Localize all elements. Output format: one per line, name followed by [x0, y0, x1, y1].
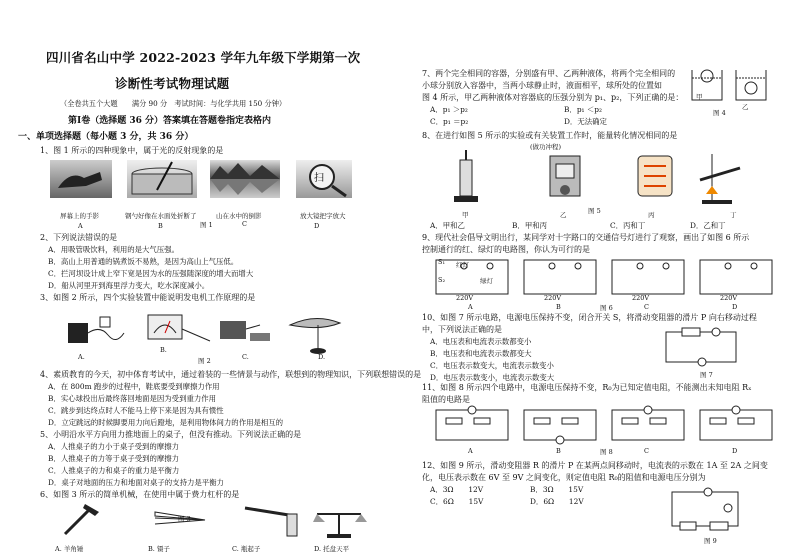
q2-option-a: A．用吸管吸饮料，利用的是大气压强。	[48, 245, 179, 254]
q8-option-a: A．甲和乙	[430, 221, 465, 230]
q10-option-a: A．电压表和电流表示数都变小	[430, 337, 532, 346]
q12-option-d: D．6Ω 12V	[530, 497, 584, 506]
q5-option-b: B．人推桌子的力等于桌子受到的摩擦力	[48, 454, 180, 463]
q8-stem: 8、在进行如图 5 所示的实验或有关装置工作时，能量转化情况相同的是	[422, 131, 678, 140]
q1-letter-c: C	[242, 220, 247, 228]
q6-stem: 6、如图 3 所示的简单机械，在使用中属于费力杠杆的是	[40, 490, 240, 499]
q11-letter-a: A	[468, 447, 473, 455]
q8-label-bing: 丙	[648, 211, 655, 219]
q9-voltage-a: 220V	[456, 294, 474, 302]
q8-label-top: (做功冲程)	[530, 143, 562, 151]
q9-fig-label: 图 6	[600, 304, 613, 312]
q3-letter-c: C.	[242, 353, 249, 361]
q1-caption-d: 放大镜把字放大	[300, 212, 346, 220]
q12-option-c: C．6Ω 15V	[430, 497, 484, 506]
q9-lamp-green: 绿灯	[480, 277, 493, 285]
q11-fig-label: 图 8	[600, 448, 613, 456]
q10-option-c: C．电压表示数变大，电流表示数变小	[430, 361, 554, 370]
q3-letter-a: A.	[78, 353, 85, 361]
q1-photo-a	[50, 160, 112, 198]
q3-letter-d: D.	[318, 353, 326, 361]
q1-caption-a: 屏幕上的手影	[60, 212, 99, 220]
q8-option-b: B．甲和丙	[512, 221, 547, 230]
q10-stem-line1: 10、如图 7 所示电路，电源电压保持不变，闭合开关 S，将滑动变阻器的滑片 P 向右移动过程	[422, 313, 757, 322]
section1-heading: 一、单项选择题（每小题 3 分，共 36 分）	[18, 132, 194, 142]
q1-fig-label: 图 1	[200, 221, 213, 229]
q3-letter-b: B.	[160, 346, 167, 354]
q9-letter-c: C	[644, 303, 649, 311]
q8-option-c: C．丙和丁	[610, 221, 646, 230]
q4-option-b: B．实心球投出后最终落回地面是因为受到重力作用	[48, 394, 217, 403]
q9-letter-d: D	[732, 303, 738, 311]
q12-fig-label: 图 9	[704, 537, 717, 545]
q8-label-yi: 乙	[560, 211, 567, 219]
q3-fig-label: 图 2	[198, 357, 211, 365]
q1-photo-d	[296, 160, 352, 198]
q10-fig-label: 图 7	[700, 371, 713, 379]
q1-photo-c	[210, 160, 280, 198]
q7-label-jia: 甲	[696, 93, 703, 101]
q9-voltage-b: 220V	[544, 294, 562, 302]
q2-stem: 2、下列说法错误的是	[40, 233, 118, 242]
q9-voltage-d: 220V	[720, 294, 738, 302]
q1-letter-b: B	[158, 222, 163, 230]
q11-stem-line1: 11、如图 8 所示四个电路中，电源电压保持不变，R₀为已知定值电阻，不能测出未知电阻 Rₓ	[422, 383, 752, 392]
q10-option-b: B．电压表和电流表示数都变大	[430, 349, 532, 358]
q7-option-c: C．p₁ ＝p₂	[430, 117, 469, 126]
q9-stem-line2: 控制通行的红、绿灯的电路图，你认为可行的是	[422, 245, 590, 254]
q3-stem: 3、如图 2 所示，四个实验装置中能说明发电机工作原理的是	[40, 293, 256, 302]
q1-stem: 1、图 1 所示的四种现象中，属于光的反射现象的是	[40, 146, 224, 155]
q4-option-c: C．跳步到达终点时人不能马上停下来是因为具有惯性	[48, 406, 224, 415]
q8-label-ding: 丁	[730, 211, 737, 219]
q7-stem-line3: 图 4 所示，甲乙两种液体对容器底的压强分别为 p₁、p₂，下列正确的是：	[422, 93, 684, 102]
q5-option-a: A．人推桌子的力小于桌子受到的摩擦力	[48, 442, 179, 451]
q9-letter-b: B	[556, 303, 561, 311]
q12-option-b: B．3Ω 15V	[530, 485, 584, 494]
q11-letter-b: B	[556, 447, 561, 455]
q11-letter-c: C	[644, 447, 649, 455]
q12-stem-line1: 12、如图 9 所示，滑动变阻器 R 的滑片 P 在某两点间移动时，电流表的示数在 1A 至 2A 之间变	[422, 461, 768, 470]
q1-caption-c: 山在水中的倒影	[216, 212, 262, 220]
q10-stem-line2: 中，下列说法正确的是	[422, 325, 502, 334]
part1-heading: 第Ⅰ卷（选择题 36 分）答案填在答题卷指定表格内	[68, 116, 272, 126]
q1-caption-b: 钢勺好像在水面处折断了	[125, 212, 197, 220]
q11-letter-d: D	[732, 447, 738, 455]
q2-option-c: C．拦河坝设计成上窄下宽是因为水的压强随深度的增大而增大	[48, 269, 254, 278]
q5-option-c: C．人推桌子的力和桌子的重力是平衡力	[48, 466, 180, 475]
q6-caption-a: A. 羊角锤	[55, 545, 84, 553]
q7-option-a: A．p₁ ＞p₂	[430, 105, 468, 114]
q9-voltage-c: 220V	[632, 294, 650, 302]
q4-stem: 4、素质教育的今天，初中体育考试中，通过着装的一些情景与动作，联想到的物理知识，下列联想错误的是	[40, 370, 422, 379]
q4-option-d: D．立定跳远的时候脚要用力向后蹬地，是利用物体间力的作用是相互的	[48, 418, 284, 427]
q12-stem-line2: 化，电压表示数在 6V 至 9V 之间变化，则定值电阻 R₀的阻值和电源电压分别为	[422, 473, 706, 482]
q6-caption-b: B. 镊子	[148, 545, 170, 553]
svg-text:扫: 扫	[314, 173, 324, 184]
exam-info: （全卷共五个大题 满分 90 分 考试时间：与化学共用 150 分钟）	[60, 99, 287, 108]
q9-switch-label: S₁	[438, 258, 446, 266]
q7-label-yi: 乙	[742, 103, 749, 111]
q7-stem-line1: 7、两个完全相同的容器，分别盛有甲、乙两种液体，将两个完全相同的	[422, 69, 676, 78]
q1-letter-a: A	[78, 222, 83, 230]
q6-fig-label: 图 3	[178, 515, 191, 523]
q8-label-jia: 甲	[462, 211, 469, 219]
q9-stem-line1: 9、现代社会倡导文明出行，某同学对十字路口的交通信号灯进行了观察，画出了如图 6 所示	[422, 233, 750, 242]
q6-caption-d: D. 托盘天平	[314, 545, 350, 553]
q7-stem-line2: 小球分别放入容器中，当两小球静止时，液面相平，球所处的位置如	[422, 81, 662, 90]
q1-photo-b	[127, 160, 197, 198]
q6-caption-c: C. 瓶起子	[232, 545, 261, 553]
q7-fig-label: 图 4	[713, 109, 726, 117]
q2-option-b: B．高山上用普通的锅煮饭不易熟，是因为高山上气压低。	[48, 257, 239, 266]
q7-option-d: D．无法确定	[564, 117, 607, 126]
title-line1: 四川省名山中学 2022-2023 学年九年级下学期第一次	[46, 50, 361, 65]
q2-option-d: D．船从河里开到海里浮力变大，吃水深度减小。	[48, 281, 210, 290]
q9-letter-a: A	[468, 303, 473, 311]
q1-letter-d: D	[314, 222, 320, 230]
q9-switch-label-2: S₂	[438, 276, 446, 284]
q8-fig-label: 图 5	[588, 207, 601, 215]
q11-stem-line2: 阻值的电路是	[422, 395, 470, 404]
q12-option-a: A．3Ω 12V	[430, 485, 484, 494]
q5-option-d: D．桌子对地面的压力和地面对桌子的支持力是平衡力	[48, 478, 224, 487]
q10-option-d: D．电压表示数变小，电流表示数变大	[430, 373, 555, 382]
title-line2: 诊断性考试物理试题	[115, 76, 230, 91]
q8-option-d: D．乙和丁	[690, 221, 726, 230]
q5-stem: 5、小明沿水平方向用力推地面上的桌子，但没有推动。下列说法正确的是	[40, 430, 302, 439]
q7-option-b: B．p₁ ＜p₂	[564, 105, 602, 114]
q4-option-a: A．在 800m 跑步的过程中，鞋底要受到摩擦力作用	[48, 382, 220, 391]
q9-lamp-red: 红灯	[456, 261, 469, 269]
